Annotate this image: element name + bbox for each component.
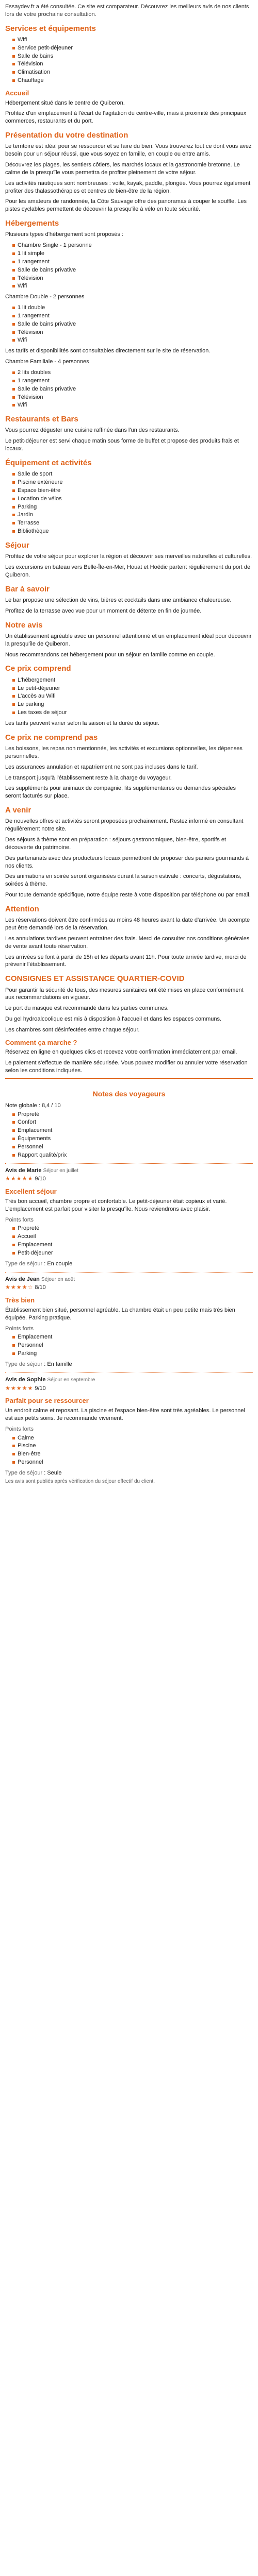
paragraph: Des animations en soirée seront organisées durant la saison estivale : concerts, dégustations, soirées à thème. xyxy=(5,873,241,888)
list-item: Bien-être xyxy=(12,1450,253,1458)
services-title: Services et équipements xyxy=(5,24,96,33)
list-item: Wifi xyxy=(12,36,253,44)
list-item: Télévision xyxy=(12,60,253,68)
list-item: Salle de sport xyxy=(12,470,253,478)
note-summary-value: 8,4 / 10 xyxy=(41,1102,61,1109)
paragraph: Les annulations tardives peuvent entraîner des frais. Merci de consulter nos conditions générales de vente avant toute réservation. xyxy=(5,935,250,950)
paragraph: De nouvelles offres et activités seront proposées prochainement. Restez informé en consultant régulièrement notre site. xyxy=(5,818,244,833)
paragraph: Du gel hydroalcoolique est mis à disposition à l'accueil et dans les espaces communs. xyxy=(5,1016,222,1023)
paragraph: Profitez de votre séjour pour explorer la région et découvrir ses merveilles naturelles et culturelles. xyxy=(5,553,252,560)
list-item: Propreté xyxy=(12,1225,253,1232)
review-score-line xyxy=(5,1284,253,1292)
paragraph: Les tarifs peuvent varier selon la saison et la durée du séjour. xyxy=(5,720,160,726)
paragraph: Les boissons, les repas non mentionnés, les activités et excursions optionnelles, les dépenses personnelles. xyxy=(5,745,243,759)
review-stay-value: En famille xyxy=(47,1361,72,1367)
list-item: Les taxes de séjour xyxy=(12,709,253,717)
star-rating-icon: ★★★★★ xyxy=(5,1385,34,1392)
list-item: Télévision xyxy=(12,329,253,336)
paragraph: Les réservations doivent être confirmées au moins 48 heures avant la date d'arrivée. Un acompte peut être demandé lors de la réservation. xyxy=(5,917,250,931)
paragraph: Les suppléments pour animaux de compagnie, lits supplémentaires ou demandes spéciales seront facturés sur place. xyxy=(5,785,236,800)
review-points-label: Points forts xyxy=(5,1325,34,1332)
list-item: Personnel xyxy=(12,1342,253,1349)
paragraph: Les arrivées se font à partir de 15h et les départs avant 11h. Pour toute arrivée tardive, merci de prévenir l'établissement. xyxy=(5,954,247,968)
paragraph: Le transport jusqu'à l'établissement reste à la charge du voyageur. xyxy=(5,774,172,781)
list-item: Chambre Single - 1 personne xyxy=(12,242,253,249)
list-item: 1 lit simple xyxy=(12,250,253,258)
list-item: Rapport qualité/prix xyxy=(12,1151,253,1159)
review-stay: Type de séjour : Seule xyxy=(5,1469,62,1476)
paragraph: Le paiement s'effectue de manière sécurisée. Vous pouvez modifier ou annuler votre réservation selon les conditions indiquées. xyxy=(5,1060,248,1074)
review-score: 9/10 xyxy=(35,1385,46,1392)
list-item: Personnel xyxy=(12,1459,253,1466)
avenir-title: A venir xyxy=(5,806,31,815)
list-item: Location de vélos xyxy=(12,495,253,503)
review-header xyxy=(5,1276,253,1283)
paragraph: Le bar propose une sélection de vins, bières et cocktails dans une ambiance chaleureuse. xyxy=(5,597,232,604)
consignes-title: CONSIGNES ET ASSISTANCE QUARTIER-COVID xyxy=(5,974,185,984)
room-list-family xyxy=(5,369,253,409)
list-item: 2 lits doubles xyxy=(12,369,253,377)
paragraph: Un établissement agréable avec un personnel attentionné et un emplacement idéal pour découvrir la presqu'île de Quiberon. xyxy=(5,633,252,647)
list-item: Espace bien-être xyxy=(12,487,253,495)
list-item: Salle de bains privative xyxy=(12,266,253,274)
list-item: L'hébergement xyxy=(12,676,253,684)
presentation-title: Présentation du votre destination xyxy=(5,131,128,140)
review-stay-label: Type de séjour xyxy=(5,1260,43,1267)
review-stay-label: Type de séjour xyxy=(5,1469,43,1476)
paragraph: Pour toute demande spécifique, notre équipe reste à votre disposition par téléphone ou par email. xyxy=(5,892,251,899)
list-item: Bibliothèque xyxy=(12,528,253,535)
paragraph: Réservez en ligne en quelques clics et recevez votre confirmation immédiatement par email. xyxy=(5,1049,237,1056)
review-title: Très bien xyxy=(5,1296,35,1304)
review-points-label: Points forts xyxy=(5,1426,34,1432)
info-title: Comment ça marche ? xyxy=(5,1038,77,1046)
paragraph: Des séjours à thème sont en préparation : séjours gastronomiques, bien-être, sportifs et découverte du patrimoine. xyxy=(5,837,227,851)
paragraph: Les excursions en bateau vers Belle-Île-en-Mer, Houat et Hoëdic partent régulièrement du port de Quiberon. xyxy=(5,564,251,578)
note-summary: Note globale : 8,4 / 10 xyxy=(5,1102,61,1109)
list-item: Piscine extérieure xyxy=(12,479,253,486)
review-title: Excellent séjour xyxy=(5,1188,57,1196)
list-item: 1 rangement xyxy=(12,377,253,385)
list-item: Propreté xyxy=(12,1111,253,1118)
review-stay-label: Type de séjour xyxy=(5,1361,43,1367)
list-item: Salle de bains privative xyxy=(12,385,253,393)
list-item: L'accès au Wifi xyxy=(12,692,253,700)
list-item: Calme xyxy=(12,1434,253,1442)
paragraph: Les assurances annulation et rapatriement ne sont pas incluses dans le tarif. xyxy=(5,764,198,770)
review-date: Séjour en août xyxy=(41,1276,75,1282)
paragraph: Des partenariats avec des producteurs locaux permettront de proposer des paniers gourmands à nos clients. xyxy=(5,855,249,869)
services-list xyxy=(5,36,253,84)
review-card xyxy=(5,1163,253,1268)
ne-comprend-title: Ce prix ne comprend pas xyxy=(5,733,98,742)
list-item: 1 rangement xyxy=(12,312,253,320)
list-item: Salle de bains privative xyxy=(12,320,253,328)
review-points-list xyxy=(5,1225,253,1257)
notre-avis-title: Notre avis xyxy=(5,620,43,630)
paragraph: Découvrez les plages, les sentiers côtiers, les marchés locaux et la gastronomie bretonne. Le calme de la presqu'île vous permettra de profiter pleinement de votre séjour. xyxy=(5,162,240,176)
list-item: Personnel xyxy=(12,1143,253,1151)
review-text: Très bon accueil, chambre propre et confortable. Le petit-déjeuner était copieux et varié. L'emplacement est parfait pour visiter la presqu'île. Nous reviendrons avec plaisir. xyxy=(5,1198,227,1212)
sejour-title: Séjour xyxy=(5,540,29,550)
review-card xyxy=(5,1272,253,1368)
list-item: Télévision xyxy=(12,275,253,282)
review-header xyxy=(5,1376,253,1384)
list-item: Jardin xyxy=(12,511,253,519)
paragraph: Le territoire est idéal pour se ressourcer et se faire du bien. Vous trouverez tout ce dont vous avez besoin pour un séjour réussi, que vous soyez en famille, en couple ou entre amis. xyxy=(5,143,252,158)
paragraph: Pour garantir la sécurité de tous, des mesures sanitaires ont été mises en place conformément aux recommandations en vigueur. xyxy=(5,987,244,1001)
review-title: Parfait pour se ressourcer xyxy=(5,1397,89,1405)
equipement-title: Équipement et activités xyxy=(5,458,92,467)
paragraph: Chambre Familiale - 4 personnes xyxy=(5,359,89,365)
review-points-label: Points forts xyxy=(5,1216,34,1223)
list-item: Emplacement xyxy=(12,1127,253,1134)
notes-criteria-list xyxy=(5,1111,253,1159)
list-item: Chauffage xyxy=(12,77,253,84)
paragraph: Le petit-déjeuner est servi chaque matin sous forme de buffet et propose des produits frais et locaux. xyxy=(5,438,239,452)
list-item: Parking xyxy=(12,1350,253,1358)
prix-title: Ce prix comprend xyxy=(5,664,71,673)
paragraph: Chambre Double - 2 personnes xyxy=(5,294,85,300)
list-item: Équipements xyxy=(12,1135,253,1143)
review-points-list xyxy=(5,1333,253,1358)
list-item: Terrasse xyxy=(12,519,253,527)
review-score-line xyxy=(5,1385,253,1393)
list-item: Service petit-déjeuner xyxy=(12,44,253,52)
review-text: Un endroit calme et reposant. La piscine et l'espace bien-être sont très agréables. Le personnel est aux petits soins. Je recommande vivement. xyxy=(5,1407,245,1421)
paragraph: Profitez de la terrasse avec vue pour un moment de détente en fin de journée. xyxy=(5,607,202,614)
review-date: Séjour en juillet xyxy=(43,1167,78,1174)
accueil-title: Accueil xyxy=(5,89,29,97)
paragraph: Plusieurs types d'hébergement sont proposés : xyxy=(5,231,123,238)
list-item: Salle de bains xyxy=(12,53,253,60)
footer-note: Les avis sont publiés après vérification du séjour effectif du client. xyxy=(5,1478,155,1484)
intro-text: Essaydev.fr a été consultée. Ce site est comparateur. Découvrez les meilleurs avis de nos clients lors de votre prochaine consultation. xyxy=(5,4,249,18)
paragraph: Les chambres sont désinfectées entre chaque séjour. xyxy=(5,1026,140,1033)
review-text: Établissement bien situé, personnel agréable. La chambre était un peu petite mais très bien équipée. Parking pratique. xyxy=(5,1307,235,1321)
paragraph: Pour les amateurs de randonnée, la Côte Sauvage offre des panoramas à couper le souffle. Les pistes cyclables permettent de découvrir la presqu'île à vélo en toute sécurité. xyxy=(5,198,247,213)
review-score: 9/10 xyxy=(35,1176,46,1182)
star-rating-icon: ★★★★☆ xyxy=(5,1284,34,1291)
review-header xyxy=(5,1167,253,1175)
list-item: Télévision xyxy=(12,394,253,401)
review-score: 8/10 xyxy=(35,1284,46,1291)
list-item: Climatisation xyxy=(12,69,253,76)
paragraph: Hébergement situé dans le centre de Quiberon. xyxy=(5,99,125,106)
attention-title: Attention xyxy=(5,904,39,913)
review-stay: Type de séjour : En couple xyxy=(5,1260,73,1267)
hebergements-title: Hébergements xyxy=(5,219,59,228)
list-item: 1 rangement xyxy=(12,258,253,266)
prix-list xyxy=(5,676,253,717)
list-item: Wifi xyxy=(12,401,253,409)
paragraph: Nous recommandons cet hébergement pour un séjour en famille comme en couple. xyxy=(5,651,215,658)
notes-title: Notes des voyageurs xyxy=(92,1089,166,1098)
notes-section xyxy=(5,1078,253,1159)
review-author: Avis de Sophie xyxy=(5,1376,46,1383)
review-stay: Type de séjour : En famille xyxy=(5,1361,72,1367)
room-list-single xyxy=(5,242,253,290)
list-item: Piscine xyxy=(12,1442,253,1450)
list-item: Emplacement xyxy=(12,1333,253,1341)
list-item: 1 lit double xyxy=(12,304,253,312)
list-item: Wifi xyxy=(12,282,253,290)
equipement-list xyxy=(5,470,253,535)
list-item: Le petit-déjeuner xyxy=(12,685,253,692)
paragraph: Les activités nautiques sont nombreuses : voile, kayak, paddle, plongée. Vous pourrez également profiter des thalassothérapies et centres de bien-être de la région. xyxy=(5,180,251,194)
review-card xyxy=(5,1372,253,1477)
paragraph: Les tarifs et disponibilités sont consultables directement sur le site de réservation. xyxy=(5,348,211,354)
review-date: Séjour en septembre xyxy=(47,1377,95,1383)
star-rating-icon: ★★★★★ xyxy=(5,1176,34,1182)
paragraph: Profitez d'un emplacement à l'écart de l'agitation du centre-ville, mais à proximité des principaux commerces, restaurants et du port. xyxy=(5,110,247,125)
review-points-list xyxy=(5,1434,253,1466)
list-item: Wifi xyxy=(12,336,253,344)
restaurants-title: Restaurants et Bars xyxy=(5,415,78,424)
list-item: Accueil xyxy=(12,1233,253,1241)
bar-title: Bar à savoir xyxy=(5,584,50,594)
room-list-double xyxy=(5,304,253,344)
paragraph: Le port du masque est recommandé dans les parties communes. xyxy=(5,1005,169,1012)
list-item: Emplacement xyxy=(12,1241,253,1249)
list-item: Le parking xyxy=(12,701,253,708)
paragraph: Vous pourrez déguster une cuisine raffinée dans l'un des restaurants. xyxy=(5,427,180,434)
review-stay-value: Seule xyxy=(47,1469,62,1476)
list-item: Petit-déjeuner xyxy=(12,1249,253,1257)
list-item: Parking xyxy=(12,503,253,511)
review-author: Avis de Marie xyxy=(5,1167,42,1174)
list-item: Confort xyxy=(12,1118,253,1126)
note-summary-label: Note globale xyxy=(5,1102,37,1109)
review-score-line xyxy=(5,1175,253,1183)
review-stay-value: En couple xyxy=(47,1260,73,1267)
review-author: Avis de Jean xyxy=(5,1276,40,1282)
